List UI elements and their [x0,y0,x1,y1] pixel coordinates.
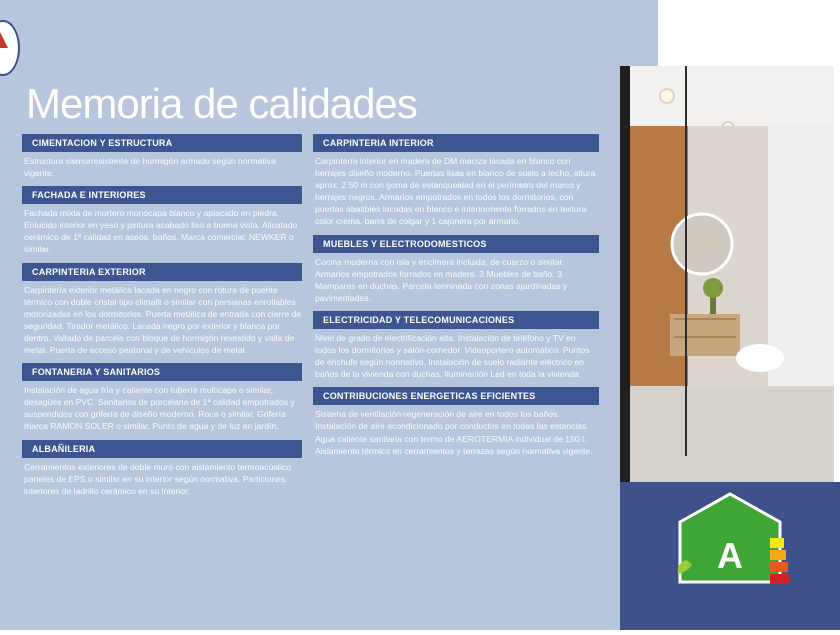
section-electricidad [313,311,599,383]
section-text: Instalación de agua fría y caliente con tubería multicapa o similar, desagües en PVC. Sanitarios de porcelana de 1ª calidad empotrados y suspendidos con grifería de diseño moderno. Roca o similar. Grifería marca RAMON SOLER o similar. Punto de agua y de luz en jardín. [24,385,295,432]
section-carpinteria-exterior [22,263,302,360]
section-carpinteria-interior [313,134,599,231]
section-header: CARPINTERIA EXTERIOR [22,263,302,281]
section-header: ELECTRICIDAD Y TELECOMUNICACIONES [313,311,599,329]
section-text: Cocina moderna con isla y encimera incluida, de cuarzo o similar. Armarios empotrados forrados en madera. 3 Muebles de baño. 3 Mamparas en duchas. Parcela terminada con zonas ajardinadas y pavimentadas. [315,256,568,303]
top-right-blank [658,0,840,66]
section-header: FONTANERIA Y SANITARIOS [22,363,302,381]
section-header: CARPINTERIA INTERIOR [313,134,599,152]
section-energeticas [313,387,599,459]
right-column [313,134,599,464]
energy-rating-icon [620,482,840,630]
section-fontaneria [22,363,302,435]
section-cimentacion [22,134,302,182]
section-fachada [22,186,302,258]
section-text: Fachada mixta de mortero monocapa blanco y aplacado en piedra. Enlucido interior en yeso y pintura acabado liso a buena vista. Alicatado cerámico de 1ª calidad en aseos, baños. Marca comercial: NEWKER o similar. [24,208,298,255]
section-header: ALBAÑILERIA [22,440,302,458]
section-muebles [313,235,599,307]
section-text: Sistema de ventilación-regeneración de aire en todos los baños. Instalación de aire acondicionado por conductos en todas las estancias. Agua caliente sanitaria con termo de AEROTERMIA individual de 150 l. Aislamiento térmico en cerramientos y terrazas según normativa vigente. [315,409,593,456]
logo-letter [0,52,1,64]
left-column [22,134,302,504]
section-header: CIMENTACION Y ESTRUCTURA [22,134,302,152]
bathroom-photo [620,66,834,482]
section-text: Estructura sismorresistente de hormigón armado según normativa vigente. [24,156,276,179]
bathroom-illustration [620,66,834,482]
section-header: FACHADA E INTERIORES [22,186,302,204]
section-text: Cerramientos exteriores de doble muro con aislamiento termoacústico paneles de EPS o similar en su interior según normativa. Particiones interiores de ladrillo cerámico en su interior. [24,461,292,496]
section-header: CONTRIBUCIONES ENERGETICAS EFICIENTES [313,387,599,405]
section-text: Carpintería interior en madera de DM maciza lacada en blanco con herrajes diseño moderno. Puertas lisas en blanco de suelo a techo, altura aprox: 2.50 m con goma de estanqueidad en el perímetro del marco y herrajes negros. Armarios empotrados en todos los dormitorios, con puertas abatibles lacadas en blanco e interiormente forrados en textura color crema, barra de colgar y 1 cajonera por armario. [315,156,596,227]
logo-roof-icon [0,32,8,48]
page-title: Memoria de calidades [26,80,417,127]
section-text: Carpintería exterior metálica lacada en negro con rotura de puente térmico con doble cristal tipo climalit o similar con persianas enrollables motorizadas en los dormitorios. Puerta metálica de entrada con cierre de seguridad. Tirador metálico. Lacada negro por exterior y blanca por dentro. Vallado de parcela con bloque de hormigón revestido y valla de metal. Puerta de acceso peatonal y de vehículos de metal. [24,284,302,356]
section-header: MUEBLES Y ELECTRODOMESTICOS [313,235,599,253]
company-logo [0,20,20,76]
energy-grade: A [717,535,743,576]
section-text: Nivel de grado de electrificación alta. Instalación de teléfono y TV en todos los dormitorios y salón-comedor. Videoportero automático. Puntos de enchufe según normativo. Instalación de suelo radiante eléctrico en baños de la vivienda con duchas. Iluminación Led en toda la vivienda. [315,332,590,380]
energy-efficiency-panel [620,482,840,630]
section-albanileria [22,440,302,500]
